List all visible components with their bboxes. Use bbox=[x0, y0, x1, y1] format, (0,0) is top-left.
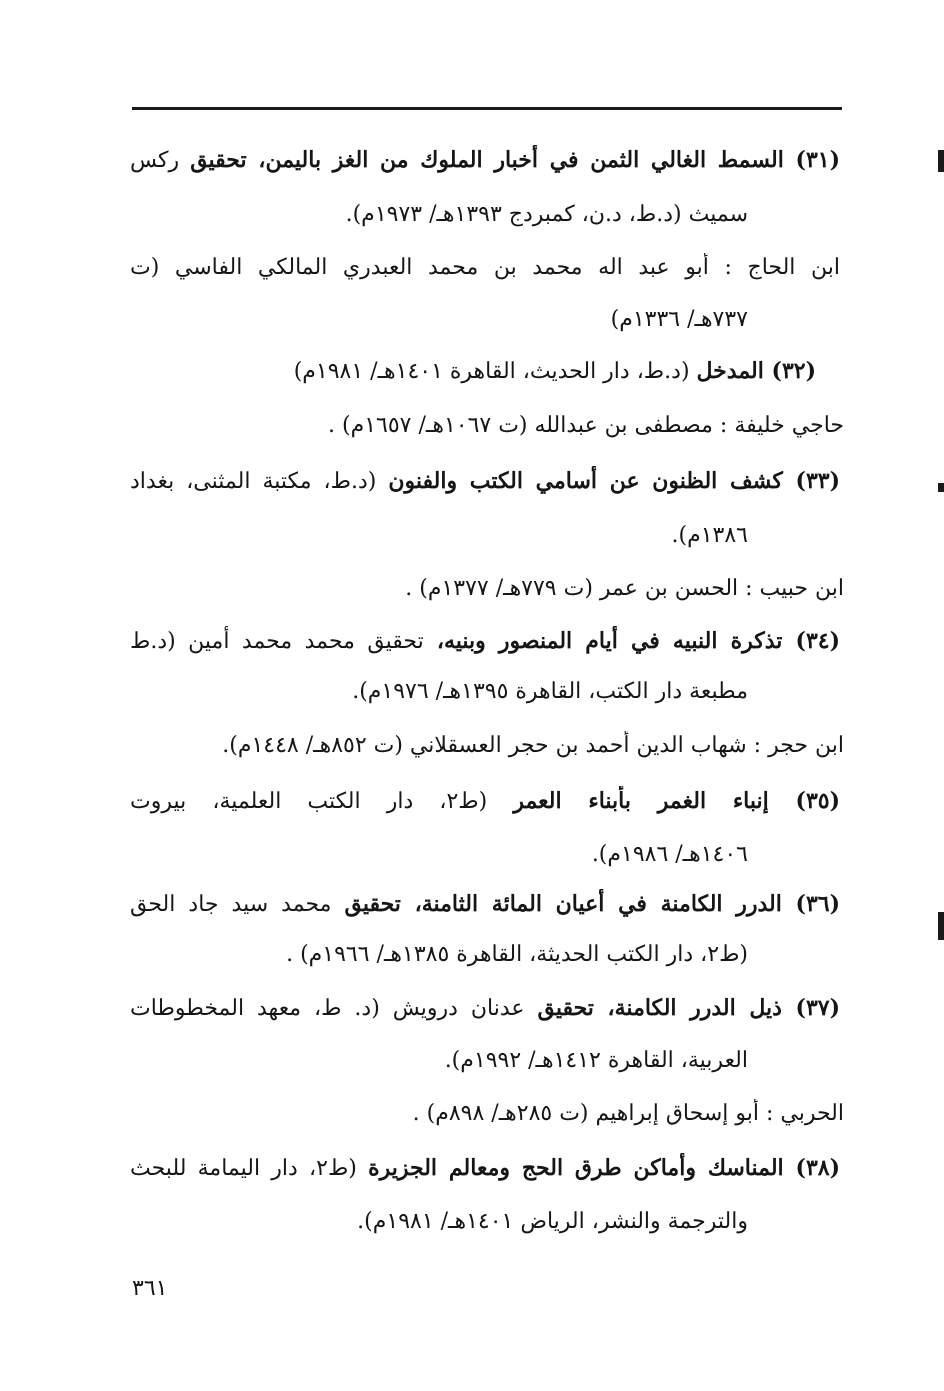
line-text: (د.ط، دار الحديث، القاهرة ١٤٠١هـ/ ١٩٨١م) bbox=[293, 359, 697, 384]
text-line bbox=[130, 253, 840, 285]
text-line bbox=[222, 731, 844, 763]
text-line bbox=[672, 521, 748, 553]
line-text: مطبعة دار الكتب، القاهرة ١٣٩٥هـ/ ١٩٧٦م). bbox=[352, 679, 748, 704]
line-text: (ط٢، دار الكتب العلمية، بيروت bbox=[130, 789, 514, 814]
text-line bbox=[357, 1207, 748, 1239]
line-text: (ط٢، دار الكتب الحديثة، القاهرة ١٣٨٥هـ/ ١٩٦٦م) . bbox=[286, 942, 748, 967]
bold-text: المناسك وأماكن طرق الحج ومعالم الجزيرة bbox=[368, 1155, 784, 1181]
bold-text: (٣٦) bbox=[781, 891, 840, 917]
line-text: (ط٢، دار اليمامة للبحث bbox=[130, 1156, 369, 1181]
line-text: ركس bbox=[130, 148, 191, 173]
text-line bbox=[592, 840, 748, 872]
bold-text: إنباء الغمر بأبناء العمر bbox=[513, 788, 769, 814]
bold-text: (٣٧) bbox=[781, 995, 840, 1021]
bold-text: تحقيق bbox=[537, 995, 594, 1021]
line-text: عدنان درويش (د. ط، معهد المخطوطات bbox=[130, 996, 538, 1021]
bold-text: (٣١) bbox=[783, 147, 840, 173]
bold-text: الدرر الكامنة في أعيان المائة الثامنة، bbox=[400, 891, 782, 917]
line-text: العربية، القاهرة ١٤١٢هـ/ ١٩٩٢م). bbox=[444, 1048, 748, 1073]
bold-text: المدخل bbox=[696, 358, 764, 384]
bold-text: السمط الغالي الثمن في أخبار الملوك من الغز باليمن، bbox=[246, 147, 784, 173]
text-line bbox=[130, 889, 840, 921]
bold-text: كشف الظنون عن أسامي الكتب والفنون bbox=[388, 468, 783, 494]
text-line bbox=[130, 1153, 840, 1185]
line-text: ١٤٠٦هـ/ ١٩٨٦م). bbox=[591, 842, 748, 867]
bold-text: تذكرة النبيه في أيام المنصور وبنيه، bbox=[423, 628, 783, 654]
line-text: ابن حجر : شهاب الدين أحمد بن حجر العسقلاني (ت ٨٥٢هـ/ ١٤٤٨م). bbox=[222, 733, 844, 758]
text-line bbox=[328, 411, 844, 443]
bold-text: (٣٢) bbox=[763, 358, 816, 384]
bold-text: تحقيق bbox=[344, 891, 401, 917]
text-line bbox=[405, 574, 844, 606]
line-text: والترجمة والنشر، الرياض ١٤٠١هـ/ ١٩٨١م). bbox=[357, 1209, 748, 1234]
text-line bbox=[413, 1099, 844, 1131]
text-line bbox=[352, 677, 748, 709]
text-line bbox=[611, 305, 748, 337]
text-line bbox=[130, 626, 840, 658]
bold-text: تحقيق bbox=[190, 147, 247, 173]
line-text: ابن حبيب : الحسن بن عمر (ت ٧٧٩هـ/ ١٣٧٧م) . bbox=[405, 576, 844, 601]
line-text: تحقيق محمد محمد أمين (د.ط bbox=[130, 629, 424, 654]
line-text: حاجي خليفة : مصطفى بن عبدالله (ت ١٠٦٧هـ/ ١٦٥٧م) . bbox=[328, 413, 844, 438]
text-line bbox=[286, 940, 748, 972]
line-text: الحربي : أبو إسحاق إبراهيم (ت ٢٨٥هـ/ ٨٩٨م) . bbox=[412, 1101, 844, 1126]
scan-edge-mark bbox=[938, 912, 944, 940]
line-text: محمد سيد جاد الحق bbox=[130, 892, 345, 917]
text-line bbox=[130, 466, 840, 498]
line-text: ٧٣٧هـ/ ١٣٣٦م) bbox=[610, 307, 748, 332]
header-rule bbox=[132, 107, 842, 110]
text-line bbox=[130, 145, 840, 177]
text-line bbox=[130, 993, 840, 1025]
text-line bbox=[346, 200, 748, 232]
scan-edge-mark bbox=[938, 150, 944, 172]
line-text: ١٣٨٦م). bbox=[671, 523, 748, 548]
line-text: (د.ط، مكتبة المثنى، بغداد bbox=[130, 469, 389, 494]
line-text: سميث (د.ط، د.ن، كمبردج ١٣٩٣هـ/ ١٩٧٣م). bbox=[345, 202, 748, 227]
text-line bbox=[445, 1046, 748, 1078]
line-text: ابن الحاج : أبو عبد اله محمد بن محمد العبدري المالكي الفاسي (ت bbox=[130, 255, 840, 280]
text-line bbox=[130, 786, 840, 818]
bold-text: (٣٥) bbox=[768, 788, 840, 814]
scan-edge-mark bbox=[938, 483, 944, 492]
page-number: ٣٦١ bbox=[132, 1276, 168, 1301]
bold-text: (٣٣) bbox=[782, 468, 840, 494]
bold-text: (٣٤) bbox=[782, 628, 840, 654]
bold-text: (٣٨) bbox=[783, 1155, 840, 1181]
bold-text: ذيل الدرر الكامنة، bbox=[593, 995, 782, 1021]
text-line bbox=[294, 356, 816, 388]
